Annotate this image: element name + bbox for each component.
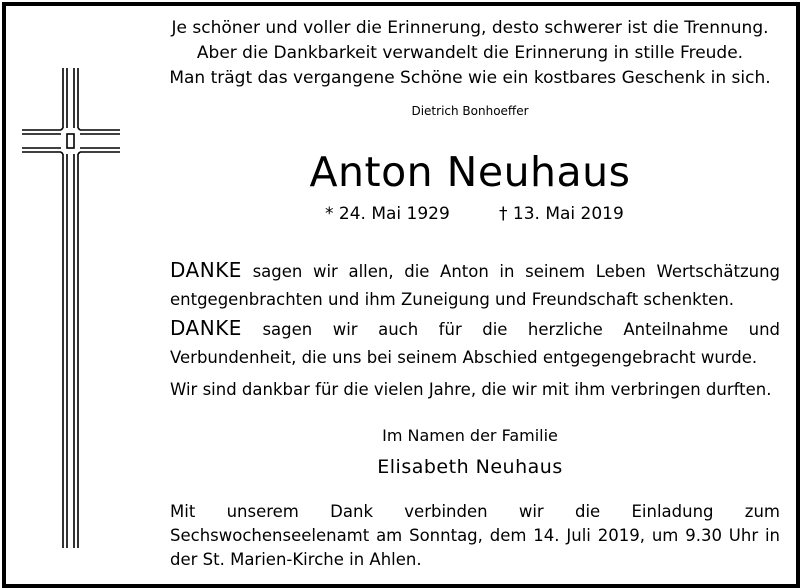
invitation-text: Mit unserem Dank verbinden wir die Einladung zum Sechswochenseelenamt am Sonntag, dem 14. Juli 2019, um 9.30 Uhr in der St. Marien-Kirche in Ahlen. bbox=[170, 502, 780, 569]
family-signature: Elisabeth Neuhaus bbox=[377, 456, 563, 478]
quote-line-2: Aber die Dankbarkeit verwandelt die Erinnerung in stille Freude. bbox=[196, 43, 744, 63]
deceased-name: Anton Neuhaus bbox=[309, 148, 631, 196]
bonhoeffer-quote bbox=[150, 16, 790, 91]
quote-line-1: Je schöner und voller die Erinnerung, desto schwerer ist die Trennung. bbox=[171, 18, 769, 38]
death-date: † 13. Mai 2019 bbox=[499, 204, 624, 224]
quote-line-3: Man trägt das vergangene Schöne wie ein kostbares Geschenk in sich. bbox=[169, 68, 771, 88]
thanks-paragraph-3: Wir sind dankbar für die vielen Jahre, die wir mit ihm verbringen durften. bbox=[170, 380, 772, 399]
danke-word: DANKE bbox=[170, 316, 242, 340]
thanks-paragraph-1 bbox=[170, 256, 780, 314]
cross-icon bbox=[22, 68, 122, 548]
quote-author: Dietrich Bonhoeffer bbox=[411, 104, 529, 118]
danke-word: DANKE bbox=[170, 258, 242, 282]
thanks-text-1: sagen wir allen, die Anton in seinem Leben Wertschätzung entgegenbrachten und ihm Zuneigung und Freundschaft schenkten. bbox=[170, 262, 780, 309]
family-intro: Im Namen der Familie bbox=[382, 426, 558, 445]
birth-date: * 24. Mai 1929 bbox=[325, 204, 450, 224]
thanks-text-2: sagen wir auch für die herzliche Anteilnahme und Verbundenheit, die uns bei seinem Abschied entgegengebracht wurde. bbox=[170, 320, 780, 367]
thanks-paragraph-2 bbox=[170, 314, 780, 372]
